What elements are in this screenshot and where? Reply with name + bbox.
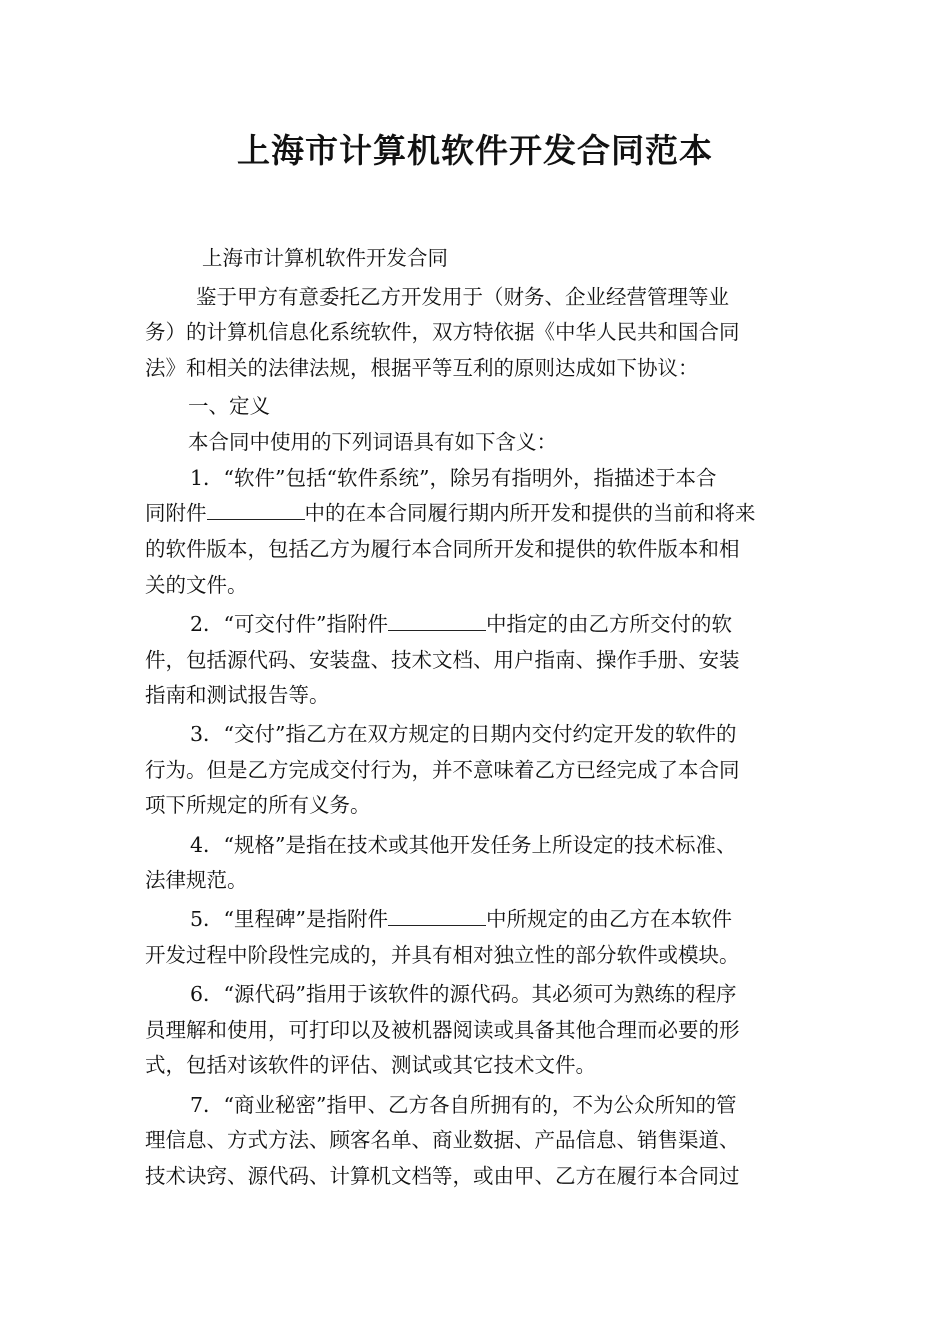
item-6-line-1: 6．“源代码”指用于该软件的源代码。其必须可为熟练的程序 (190, 982, 737, 1006)
section-intro: 本合同中使用的下列词语具有如下含义： (188, 430, 557, 454)
item-1-line-3: 的软件版本，包括乙方为履行本合同所开发和提供的软件版本和相 (145, 537, 740, 561)
document-title: 上海市计算机软件开发合同范本 (237, 131, 713, 170)
item-5-line-1: 5．“里程碑”是指附件 中所规定的由乙方在本软件 (145, 901, 850, 937)
item-5-line-2: 开发过程中阶段性完成的，并具有相对独立性的部分软件或模块。 (145, 943, 740, 967)
item-7-line-3: 技术诀窍、源代码、计算机文档等，或由甲、乙方在履行本合同过 (145, 1164, 740, 1188)
item-3-line-1: 3．“交付”指乙方在双方规定的日期内交付约定开发的软件的 (190, 722, 737, 746)
intro-line-1: 鉴于甲方有意委托乙方开发用于（财务、企业经营管理等业 (196, 285, 729, 309)
section-heading-definitions: 一、定义 (188, 394, 270, 418)
item-1-line-1: 1．“软件”包括“软件系统”，除另有指明外，指描述于本合 (190, 466, 717, 490)
item-2-line-2: 件，包括源代码、安装盘、技术文档、用户指南、操作手册、安装 (145, 648, 740, 672)
item-6-line-2: 员理解和使用，可打印以及被机器阅读或具备其他合理而必要的形 (145, 1018, 740, 1042)
item-4-line-2: 法律规范。 (145, 868, 248, 892)
item-7-line-2: 理信息、方式方法、顾客名单、商业数据、产品信息、销售渠道、 (145, 1128, 740, 1152)
item-6-line-3: 式，包括对该软件的评估、测试或其它技术文件。 (145, 1053, 596, 1077)
item-2-line-1: 2．“可交付件”指附件 中指定的由乙方所交付的软 (145, 606, 850, 642)
item-3-line-3: 项下所规定的所有义务。 (145, 793, 371, 817)
fill-in-blank[interactable] (388, 901, 486, 926)
fill-in-blank[interactable] (388, 606, 486, 631)
intro-line-3: 法》和相关的法律法规，根据平等互利的原则达成如下协议： (145, 356, 699, 380)
fill-in-blank[interactable] (207, 495, 305, 520)
item-3-line-2: 行为。但是乙方完成交付行为，并不意味着乙方已经完成了本合同 (145, 758, 740, 782)
contract-subtitle: 上海市计算机软件开发合同 (202, 246, 448, 270)
item-7-line-1: 7．“商业秘密”指甲、乙方各自所拥有的，不为公众所知的管 (190, 1093, 737, 1117)
item-1-line-2: 同附件 中的在本合同履行期内所开发和提供的当前和将来 (145, 495, 805, 531)
item-1-line-4: 关的文件。 (145, 573, 248, 597)
intro-line-2: 务）的计算机信息化系统软件，双方特依据《中华人民共和国合同 (145, 320, 740, 344)
item-4-line-1: 4．“规格”是指在技术或其他开发任务上所设定的技术标准、 (190, 833, 737, 857)
item-2-line-3: 指南和测试报告等。 (145, 683, 330, 707)
